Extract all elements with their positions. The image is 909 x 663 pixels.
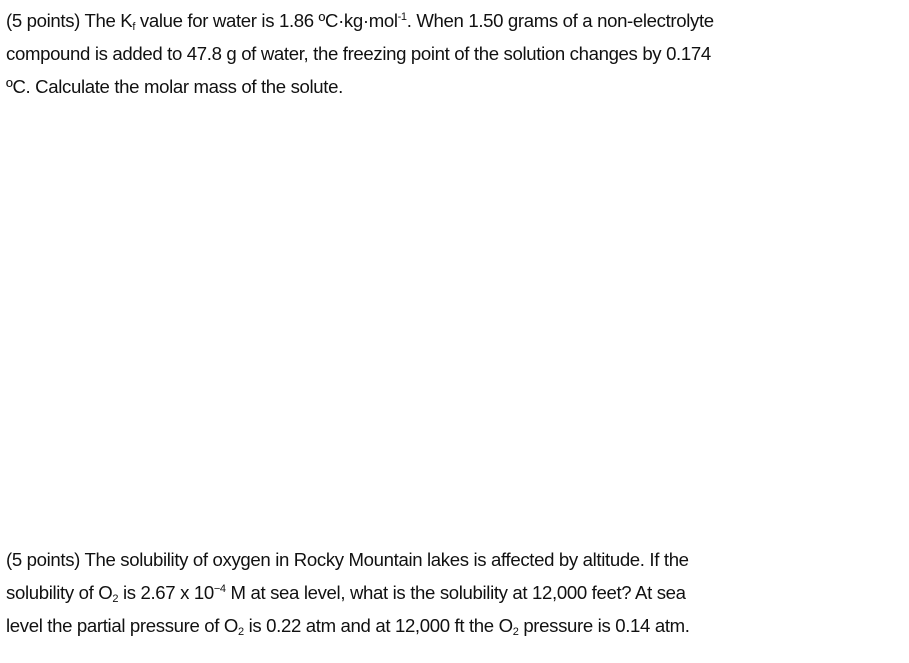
text: solubility of O — [6, 582, 113, 603]
text: level the partial pressure of O — [6, 615, 239, 636]
subscript: 2 — [512, 626, 519, 638]
text: pressure is 0.14 atm. — [518, 615, 690, 636]
superscript: -1 — [397, 11, 407, 23]
text: is 2.67 x 10 — [118, 582, 214, 603]
question-freezing-point — [6, 4, 714, 103]
text: M at sea level, what is the solubility at 12,000 feet? At sea — [225, 582, 686, 603]
subscript: 2 — [238, 626, 244, 638]
question-line: compound is added to 47.8 g of water, the freezing point of the solution changes by 0.174 — [6, 43, 711, 64]
text: value for water is 1.86 ºC·kg·mol — [135, 10, 398, 31]
text: . When 1.50 grams of a non-electrolyte — [406, 10, 714, 31]
question-line — [6, 576, 690, 609]
question-line — [6, 609, 690, 642]
question-line: (5 points) The solubility of oxygen in Rocky Mountain lakes is affected by altitude. If the — [6, 549, 689, 570]
question-line — [6, 4, 714, 37]
text: is 0.22 atm and at 12,000 ft the O — [243, 615, 513, 636]
subscript: f — [132, 21, 136, 33]
superscript: −4 — [213, 583, 226, 595]
subscript: 2 — [112, 593, 119, 605]
question-oxygen-solubility — [6, 543, 690, 642]
question-line: ºC. Calculate the molar mass of the solute. — [6, 76, 343, 97]
text: (5 points) The K — [6, 10, 133, 31]
